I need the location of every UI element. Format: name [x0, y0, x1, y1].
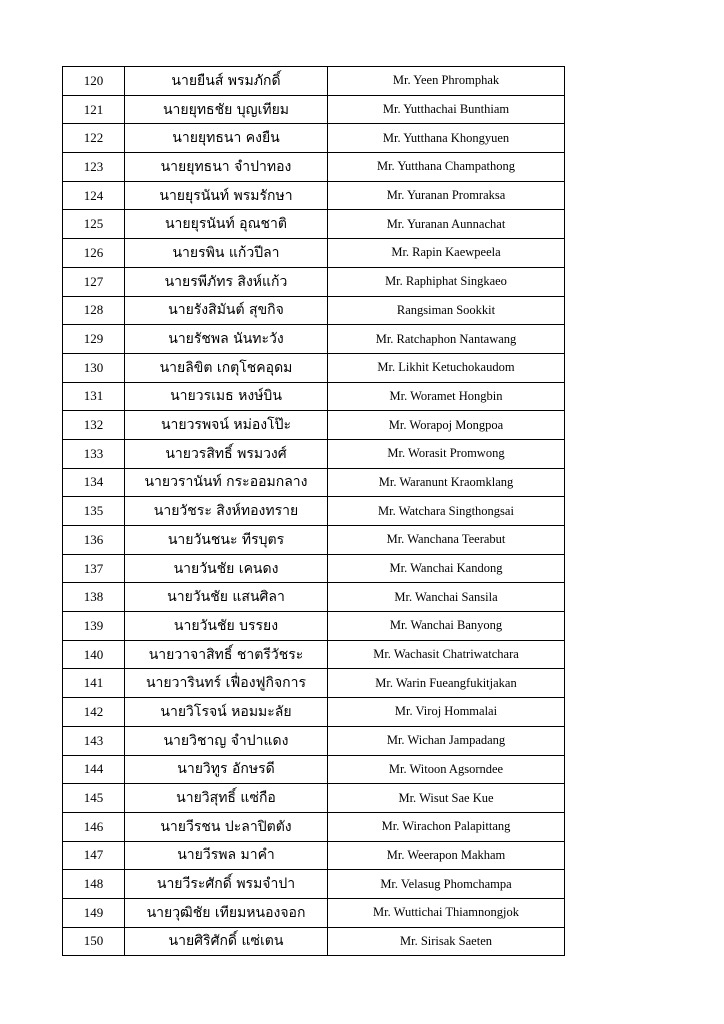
row-number: 142: [63, 698, 125, 727]
table-row: [63, 497, 565, 526]
thai-name: นายยุรนันท์ พรมรักษา: [125, 181, 328, 210]
table-row: [63, 95, 565, 124]
english-name: Mr. Witoon Agsorndee: [328, 755, 565, 784]
english-name: Mr. Wuttichai Thiamnongjok: [328, 898, 565, 927]
row-number: 144: [63, 755, 125, 784]
english-name: Mr. Velasug Phomchampa: [328, 870, 565, 899]
english-name: Mr. Yuranan Promraksa: [328, 181, 565, 210]
row-number: 147: [63, 841, 125, 870]
name-table: [62, 66, 565, 956]
row-number: 145: [63, 784, 125, 813]
english-name: Mr. Watchara Singthongsai: [328, 497, 565, 526]
row-number: 130: [63, 353, 125, 382]
english-name: Mr. Weerapon Makham: [328, 841, 565, 870]
thai-name: นายวีระศักดิ์ พรมจำปา: [125, 870, 328, 899]
row-number: 137: [63, 554, 125, 583]
english-name: Mr. Wichan Jampadang: [328, 726, 565, 755]
thai-name: นายศิริศักดิ์ แซ่เตน: [125, 927, 328, 956]
table-row: [63, 267, 565, 296]
row-number: 148: [63, 870, 125, 899]
row-number: 125: [63, 210, 125, 239]
english-name: Mr. Yutthachai Bunthiam: [328, 95, 565, 124]
table-body: [63, 67, 565, 956]
table-row: [63, 898, 565, 927]
table-row: [63, 67, 565, 96]
thai-name: นายรังสิมันต์ สุขกิจ: [125, 296, 328, 325]
english-name: Mr. Warin Fueangfukitjakan: [328, 669, 565, 698]
table-row: [63, 325, 565, 354]
row-number: 136: [63, 526, 125, 555]
table-row: [63, 153, 565, 182]
thai-name: นายลิขิต เกตุโชคอุดม: [125, 353, 328, 382]
thai-name: นายยุทธนา คงยืน: [125, 124, 328, 153]
table-row: [63, 210, 565, 239]
row-number: 126: [63, 239, 125, 268]
row-number: 134: [63, 468, 125, 497]
table-row: [63, 353, 565, 382]
english-name: Mr. Woramet Hongbin: [328, 382, 565, 411]
table-row: [63, 784, 565, 813]
table-row: [63, 726, 565, 755]
row-number: 124: [63, 181, 125, 210]
thai-name: นายยุทธนา จำปาทอง: [125, 153, 328, 182]
row-number: 140: [63, 640, 125, 669]
thai-name: นายรัชพล นันทะวัง: [125, 325, 328, 354]
row-number: 123: [63, 153, 125, 182]
table-row: [63, 870, 565, 899]
thai-name: นายวิสุทธิ์ แซ่กือ: [125, 784, 328, 813]
english-name: Mr. Wirachon Palapittang: [328, 812, 565, 841]
english-name: Mr. Wanchana Teerabut: [328, 526, 565, 555]
table-row: [63, 841, 565, 870]
english-name: Mr. Yutthana Champathong: [328, 153, 565, 182]
english-name: Mr. Likhit Ketuchokaudom: [328, 353, 565, 382]
english-name: Mr. Viroj Hommalai: [328, 698, 565, 727]
row-number: 133: [63, 439, 125, 468]
thai-name: นายยืนส์ พรมภักดิ์: [125, 67, 328, 96]
thai-name: นายวารินทร์ เฟื่องฟูกิจการ: [125, 669, 328, 698]
thai-name: นายวรสิทธิ์ พรมวงศ์: [125, 439, 328, 468]
english-name: Rangsiman Sookkit: [328, 296, 565, 325]
row-number: 128: [63, 296, 125, 325]
english-name: Mr. Rapin Kaewpeela: [328, 239, 565, 268]
thai-name: นายวันชัย เคนดง: [125, 554, 328, 583]
table-row: [63, 612, 565, 641]
row-number: 129: [63, 325, 125, 354]
english-name: Mr. Waranunt Kraomklang: [328, 468, 565, 497]
thai-name: นายรพีภัทร สิงห์แก้ว: [125, 267, 328, 296]
row-number: 135: [63, 497, 125, 526]
row-number: 150: [63, 927, 125, 956]
table-row: [63, 583, 565, 612]
english-name: Mr. Yeen Phromphak: [328, 67, 565, 96]
row-number: 139: [63, 612, 125, 641]
thai-name: นายวันชัย บรรยง: [125, 612, 328, 641]
english-name: Mr. Yuranan Aunnachat: [328, 210, 565, 239]
thai-name: นายวัชระ สิงห์ทองทราย: [125, 497, 328, 526]
thai-name: นายวันชัย แสนศิลา: [125, 583, 328, 612]
table-row: [63, 468, 565, 497]
table-row: [63, 554, 565, 583]
row-number: 131: [63, 382, 125, 411]
english-name: Mr. Wanchai Banyong: [328, 612, 565, 641]
thai-name: นายวิโรจน์ หอมมะลัย: [125, 698, 328, 727]
row-number: 146: [63, 812, 125, 841]
table-row: [63, 124, 565, 153]
english-name: Mr. Raphiphat Singkaeo: [328, 267, 565, 296]
row-number: 121: [63, 95, 125, 124]
table-row: [63, 812, 565, 841]
english-name: Mr. Worasit Promwong: [328, 439, 565, 468]
english-name: Mr. Ratchaphon Nantawang: [328, 325, 565, 354]
table-row: [63, 640, 565, 669]
row-number: 143: [63, 726, 125, 755]
table-row: [63, 239, 565, 268]
table-row: [63, 181, 565, 210]
thai-name: นายวันชนะ ทีรบุตร: [125, 526, 328, 555]
table-row: [63, 382, 565, 411]
english-name: Mr. Wisut Sae Kue: [328, 784, 565, 813]
thai-name: นายวีรพล มาคำ: [125, 841, 328, 870]
row-number: 138: [63, 583, 125, 612]
thai-name: นายวรเมธ หงษ์บิน: [125, 382, 328, 411]
thai-name: นายยุทธชัย บุญเทียม: [125, 95, 328, 124]
english-name: Mr. Wachasit Chatriwatchara: [328, 640, 565, 669]
thai-name: นายยุรนันท์ อุณชาติ: [125, 210, 328, 239]
thai-name: นายวุฒิชัย เทียมหนองจอก: [125, 898, 328, 927]
row-number: 122: [63, 124, 125, 153]
thai-name: นายวีรชน ปะลาปิตตัง: [125, 812, 328, 841]
thai-name: นายวรานันท์ กระออมกลาง: [125, 468, 328, 497]
table-row: [63, 698, 565, 727]
table-row: [63, 296, 565, 325]
thai-name: นายวิทูร อักษรดี: [125, 755, 328, 784]
english-name: Mr. Wanchai Sansila: [328, 583, 565, 612]
table-row: [63, 439, 565, 468]
english-name: Mr. Sirisak Saeten: [328, 927, 565, 956]
english-name: Mr. Yutthana Khongyuen: [328, 124, 565, 153]
thai-name: นายรพิน แก้วปีลา: [125, 239, 328, 268]
row-number: 120: [63, 67, 125, 96]
row-number: 149: [63, 898, 125, 927]
row-number: 132: [63, 411, 125, 440]
row-number: 127: [63, 267, 125, 296]
table-row: [63, 669, 565, 698]
thai-name: นายวิชาญ จำปาแดง: [125, 726, 328, 755]
table-row: [63, 927, 565, 956]
thai-name: นายวาจาสิทธิ์ ชาตรีวัชระ: [125, 640, 328, 669]
thai-name: นายวรพจน์ หม่องโป๊ะ: [125, 411, 328, 440]
table-row: [63, 411, 565, 440]
english-name: Mr. Worapoj Mongpoa: [328, 411, 565, 440]
table-row: [63, 755, 565, 784]
row-number: 141: [63, 669, 125, 698]
english-name: Mr. Wanchai Kandong: [328, 554, 565, 583]
table-row: [63, 526, 565, 555]
